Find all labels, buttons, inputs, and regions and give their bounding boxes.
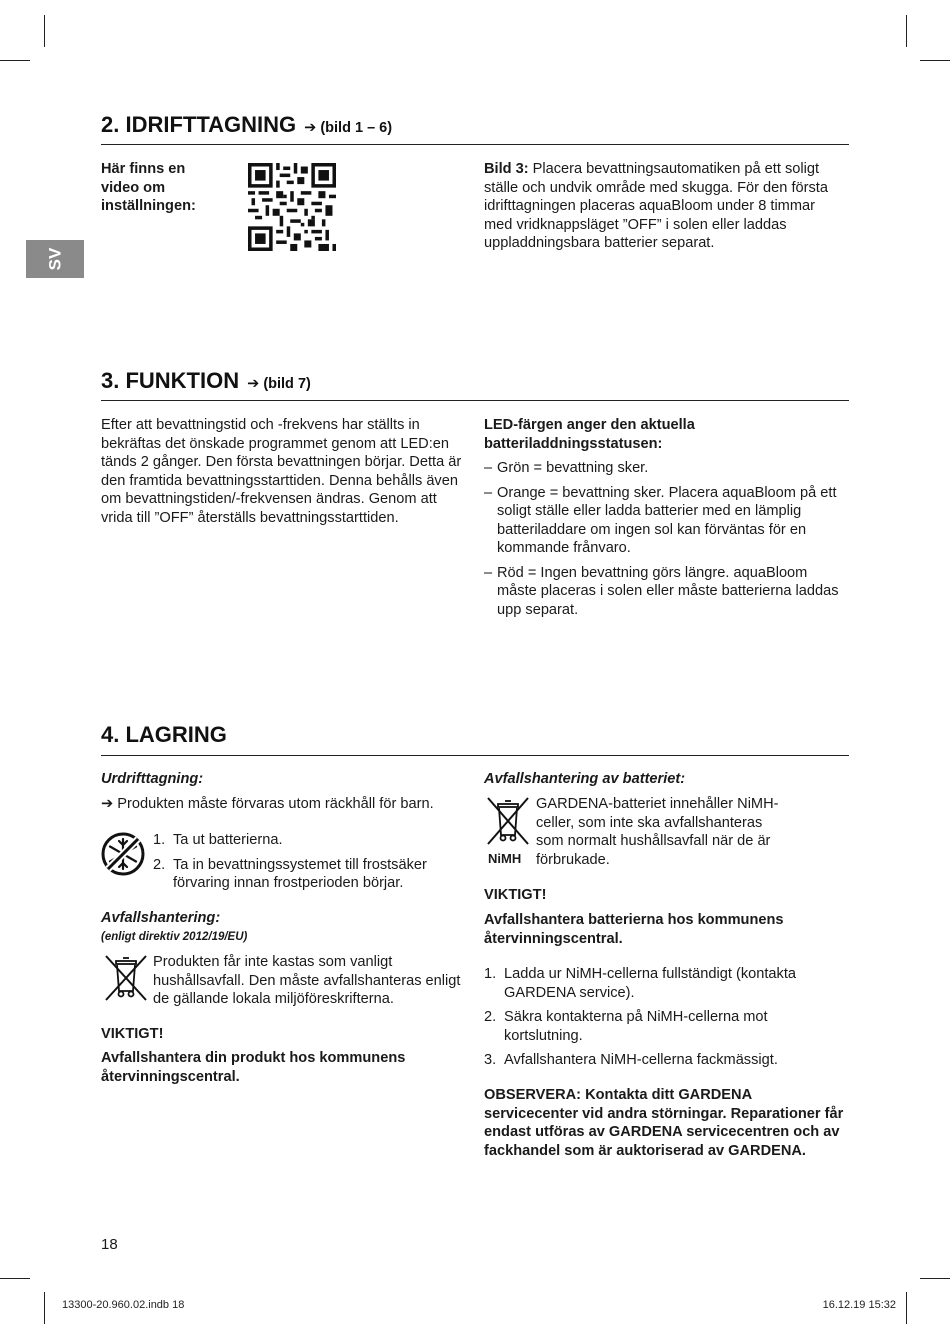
list-item: 3. Avfallshantera NiMH-cellerna fackmässigt. [484, 1052, 778, 1068]
no-frost-icon [100, 831, 146, 877]
list-item: 1. Ta ut batterierna. [153, 832, 283, 848]
battery-disposal-heading: Avfallshantering av batteriet: [484, 771, 686, 787]
crop-mark [44, 15, 45, 47]
bild3-paragraph: Bild 3: Placera bevattningsautomatiken på ett soligt ställe och undvik område med skugga. För den första idrifttagningen placeras aquaBloom under 8 timmar med vridknappsläget ”OFF” i solen eller laddas uppladdningsbara batterier separat. [484, 161, 828, 251]
section-4-title: 4. LAGRING [101, 722, 227, 747]
urdrift-steps [153, 831, 468, 893]
section-divider [101, 144, 849, 145]
crop-mark [0, 60, 30, 61]
battery-disposal-text: GARDENA-batteriet innehåller NiMH-celler, som inte ska avfallshanteras som normalt hushållsavfall när de är förbrukade. [536, 796, 779, 868]
arrow-icon: ➔ [304, 120, 317, 136]
crop-mark [906, 15, 907, 47]
qr-code-icon [248, 163, 336, 251]
crossed-bin-icon [103, 953, 149, 1003]
battery-steps [484, 965, 814, 1070]
nimh-label: NiMH [488, 851, 522, 866]
avfall-text: Produkten får inte kastas som vanligt hushållsavfall. Den måste avfallshanteras enligt de gällande lokala miljöföreskrifterna. [153, 954, 461, 1007]
language-tab: SV [26, 240, 84, 278]
led-status-heading: LED-färgen anger den aktuella batteriladdningsstatusen: [484, 417, 695, 452]
section-3-title: 3. FUNKTION ➔ (bild 7) [101, 368, 311, 393]
list-item: 2. Ta in bevattningssystemet till frostsäker förvaring innan frostperioden börjar. [153, 856, 427, 891]
viktigt-label: VIKTIGT! [484, 887, 547, 903]
urdrift-note: ➔ Produkten måste förvaras utom räckhåll för barn. [101, 796, 434, 812]
section-divider [101, 755, 849, 756]
footer-date: 16.12.19 15:32 [822, 1299, 896, 1311]
page-number: 18 [101, 1236, 118, 1253]
list-item: 1. Ladda ur NiMH-cellerna fullständigt (kontakta GARDENA service). [484, 966, 797, 1001]
list-item: – Orange = bevattning sker. Placera aquaBloom på ett soligt ställe eller ladda batterier med en lämplig batteriladdare om ingen sol kan förväntas för en kommande frånvaro. [484, 484, 837, 556]
crop-mark [0, 1278, 30, 1279]
list-item: – Grön = bevattning sker. [484, 460, 649, 476]
crop-mark [920, 1278, 950, 1279]
viktigt-label: VIKTIGT! [101, 1026, 164, 1042]
function-description: Efter att bevattningstid och -frekvens har ställts in bekräftas det önskade programmet genom att LED:en tänds 2 gånger. Den första bevattningen börjar. Detta är den framtida bevattningsstarttiden. Denna behålls även om bevattningstiden/-frekvensen ändras. Genom att vrida till ”OFF” återställs bevattningsstarttiden. [101, 417, 462, 526]
crop-mark [44, 1292, 45, 1324]
avfall-heading: Avfallshantering: [101, 910, 221, 926]
urdrift-heading: Urdrifttagning: [101, 771, 204, 787]
avfall-directive: (enligt direktiv 2012/19/EU) [101, 931, 248, 943]
section-2-title: 2. IDRIFTTAGNING ➔ (bild 1 – 6) [101, 112, 393, 137]
crop-mark [920, 60, 950, 61]
section-divider [101, 400, 849, 401]
crossed-bin-icon [485, 795, 531, 847]
list-item: – Röd = Ingen bevattning görs längre. aquaBloom måste placeras i solen eller måste batterierna laddas upp separat. [484, 564, 839, 618]
footer-file: 13300-20.960.02.indb 18 [62, 1299, 185, 1311]
list-item: 2. Säkra kontakterna på NiMH-cellerna mot kortslutning. [484, 1009, 768, 1044]
crop-mark [906, 1292, 907, 1324]
led-status-block [484, 416, 846, 625]
arrow-icon: ➔ [247, 376, 260, 392]
video-note: Här finns en video om inställningen: [101, 161, 196, 214]
battery-important-text: Avfallshantera batterierna hos kommunens återvinningscentral. [484, 912, 784, 947]
avfall-important-text: Avfallshantera din produkt hos kommunens återvinningscentral. [101, 1050, 406, 1085]
observera-note: OBSERVERA: Kontakta ditt GARDENA servicecenter vid andra störningar. Reparationer får endast utföras av GARDENA servicecentren och av fackhandel som är auktoriserad av GARDENA. [484, 1087, 844, 1159]
